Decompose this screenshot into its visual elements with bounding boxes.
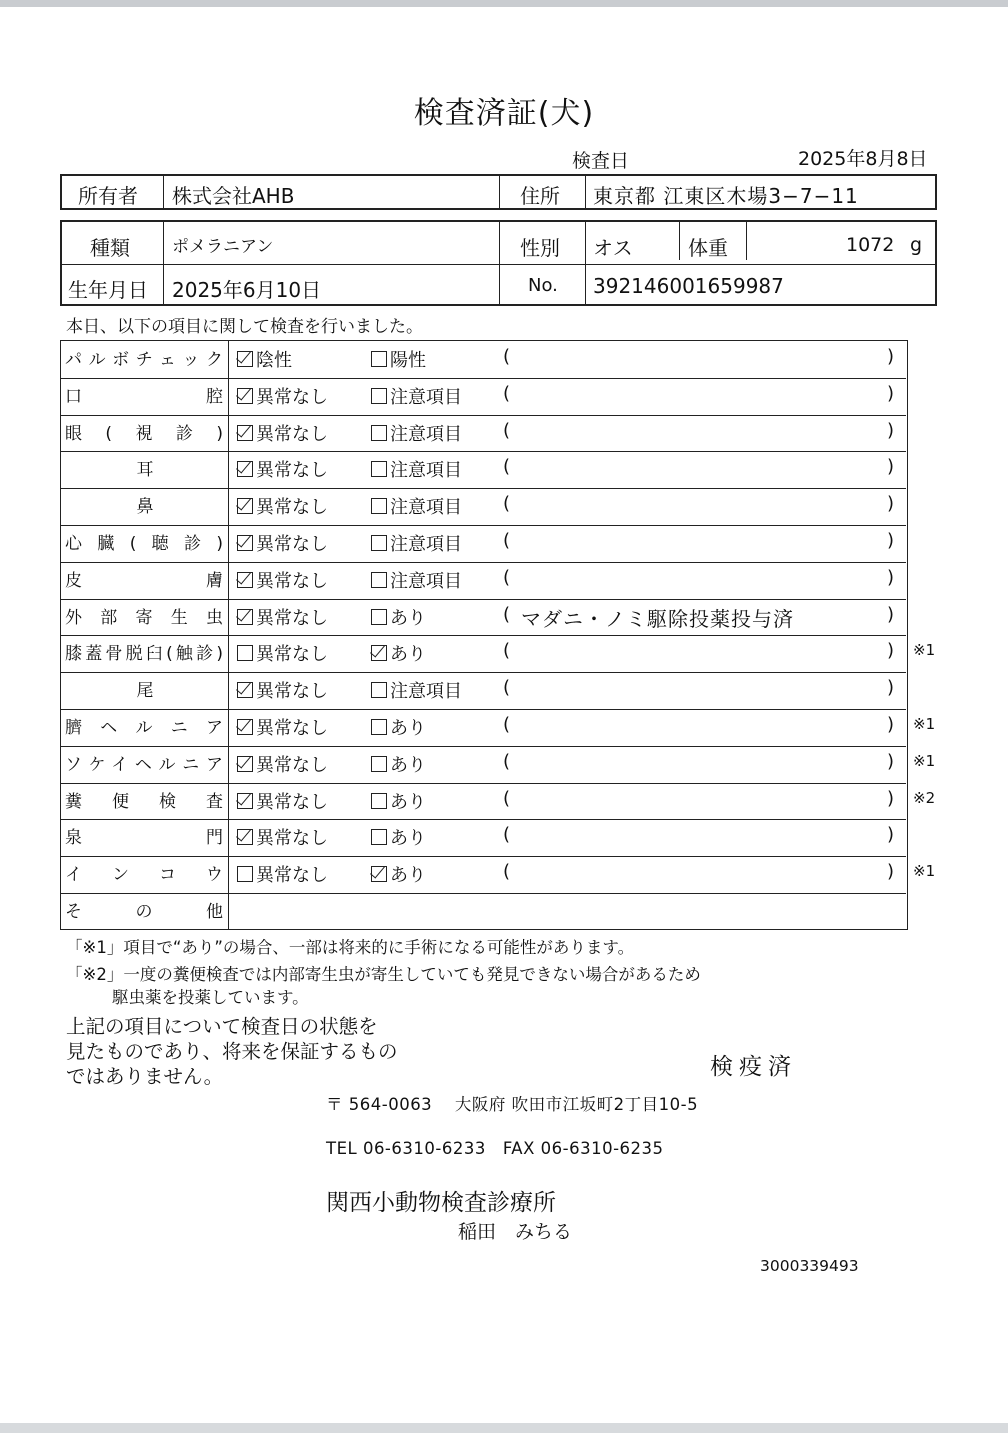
abnormal-checkbox-option[interactable] [371,346,426,372]
option-label: 注意項目 [390,423,462,445]
footnote-2-cont: 駆虫薬を投薬しています。 [112,988,309,1007]
option-label: 異常なし [256,497,328,519]
checked-box-icon[interactable] [371,645,387,661]
empty-box-icon[interactable] [371,351,387,367]
open-paren: ( [503,346,511,367]
normal-checkbox-option[interactable] [237,604,328,630]
inspection-table [60,340,936,930]
inspection-item-name: 耳 [136,460,154,481]
close-paren: ) [887,456,895,478]
option-label: あり [390,718,426,739]
footnote-marker: ※1 [913,641,936,660]
option-label: 異常なし [256,570,328,592]
address-value: 東京都 江東区木場3−7−11 [593,184,859,208]
open-paren: ( [503,566,511,588]
open-paren: ( [503,419,511,441]
intro-text: 本日、以下の項目に関して検査を行いました。 [66,317,423,337]
inspection-item-name: 皮膚 [65,570,225,591]
close-paren: ) [887,382,895,404]
normal-checkbox-option[interactable] [237,530,328,556]
normal-checkbox-option[interactable] [237,751,328,777]
scan-edge-bottom [0,1423,1008,1433]
option-label: あり [390,754,426,776]
checked-box-icon[interactable] [237,829,253,845]
normal-checkbox-option[interactable] [237,420,328,446]
inspection-date-value: 2025年8月8日 [798,148,928,170]
inspection-item-name: 臍ヘルニア [65,718,225,738]
breed-value: ポメラニアン [172,237,274,257]
inspection-row [61,746,936,783]
normal-checkbox-option[interactable] [237,677,328,703]
checked-box-icon[interactable] [237,351,253,367]
normal-checkbox-option[interactable] [237,788,328,814]
no-value: 392146001659987 [593,274,784,298]
owner-name: 株式会社AHB [172,184,295,208]
inspection-row [61,672,906,709]
option-label: あり [390,644,426,666]
checked-box-icon[interactable] [237,719,253,735]
close-paren: ) [887,346,895,367]
abnormal-checkbox-option[interactable] [371,751,426,777]
open-paren: ( [503,787,511,809]
close-paren: ) [887,824,895,846]
inspection-row [61,783,936,820]
option-label: 異常なし [256,607,328,629]
sex-label: 性別 [520,236,560,260]
footnote-2: 「※2」一度の糞便検査では内部寄生虫が寄生していても発見できない場合があるため [66,965,701,984]
inspection-row [61,415,906,452]
option-label: 注意項目 [390,570,462,592]
abnormal-checkbox-option[interactable] [371,824,426,850]
empty-box-icon[interactable] [371,572,387,588]
option-label: 注意項目 [390,497,462,519]
footnote-1: 「※1」項目で“あり”の場合、一部は将来的に手術になる可能性があります。 [66,938,635,957]
open-paren: ( [503,750,511,772]
close-paren: ) [887,787,895,809]
footnote-marker: ※1 [913,715,936,733]
abnormal-checkbox-option[interactable] [371,604,426,630]
option-label: 異常なし [256,791,328,813]
checked-box-icon[interactable] [237,535,253,551]
empty-box-icon[interactable] [237,866,253,882]
option-label: 異常なし [256,754,328,776]
checked-box-icon[interactable] [237,388,253,404]
inspection-row [61,635,936,672]
open-paren: ( [503,714,511,735]
disclaimer-line: 見たものであり、将来を保証するもの [66,1040,398,1063]
close-paren: ) [887,603,895,625]
option-label: 異常なし [256,828,328,850]
weight-unit: g [910,234,923,256]
footnote-marker: ※2 [913,788,936,807]
option-label: 注意項目 [390,386,462,408]
birth-label: 生年月日 [68,278,148,302]
abnormal-checkbox-option[interactable] [371,456,462,482]
abnormal-checkbox-option[interactable] [371,530,462,556]
inspection-item-name: 口腔 [65,386,225,407]
item-note: マダニ・ノミ駆除投薬投与済 [521,606,794,631]
open-paren: ( [503,493,511,515]
checked-box-icon[interactable] [371,866,387,882]
normal-checkbox-option[interactable] [237,456,328,482]
empty-box-icon[interactable] [371,793,387,809]
inspection-item-name: 眼(視診) [65,423,225,444]
abnormal-checkbox-option[interactable] [371,677,462,703]
address-label: 住所 [520,184,560,208]
option-label: あり [390,865,426,887]
close-paren: ) [887,530,895,551]
disclaimer-statement [66,1014,398,1089]
normal-checkbox-option[interactable] [237,861,328,887]
option-label: 異常なし [256,386,328,408]
open-paren: ( [503,603,511,625]
empty-box-icon[interactable] [371,682,387,698]
inspection-row [61,893,906,928]
open-paren: ( [503,456,511,478]
empty-box-icon[interactable] [371,756,387,772]
abnormal-checkbox-option[interactable] [371,420,462,446]
option-label: 注意項目 [390,681,462,703]
quarantine-stamp: 検疫済 [710,1054,797,1080]
normal-checkbox-option[interactable] [237,824,328,850]
option-label: 陰性 [256,350,292,371]
owner-label: 所有者 [78,184,138,208]
abnormal-checkbox-option[interactable] [371,861,426,887]
disclaimer-line: ではありません。 [66,1065,224,1088]
close-paren: ) [887,861,895,883]
inspection-row [61,856,936,893]
document-title: 検査済証(犬) [413,96,595,131]
no-label: No. [528,275,558,296]
abnormal-checkbox-option[interactable] [371,383,462,409]
breed-label: 種類 [90,236,130,260]
normal-checkbox-option[interactable] [237,346,292,372]
inspection-item-name: パルボチェック [65,350,225,370]
checked-box-icon[interactable] [237,425,253,441]
abnormal-checkbox-option[interactable] [371,788,426,814]
owner-box [60,174,937,210]
checked-box-icon[interactable] [237,572,253,588]
animal-box [60,220,937,306]
empty-box-icon[interactable] [371,609,387,625]
checked-box-icon[interactable] [237,461,253,477]
inspection-item-name: 泉門 [65,828,225,849]
option-label: 異常なし [256,718,328,739]
open-paren: ( [503,382,511,404]
inspection-item-name: 心臓(聴診) [65,534,225,554]
normal-checkbox-option[interactable] [237,383,328,409]
scan-edge-top [0,0,1008,7]
option-label: あり [390,607,426,629]
empty-box-icon[interactable] [371,719,387,735]
close-paren: ) [887,493,895,515]
clinic-name: 関西小動物検査診療所 [326,1190,556,1216]
inspection-row [61,819,906,856]
inspection-date-label: 検査日 [572,150,630,172]
normal-checkbox-option[interactable] [237,640,328,666]
serial-number: 3000339493 [760,1257,859,1275]
inspection-row [61,451,906,488]
inspection-row [61,562,906,599]
inspection-item-name: 膝蓋骨脱臼(触診) [65,644,225,665]
empty-box-icon[interactable] [371,461,387,477]
normal-checkbox-option[interactable] [237,493,328,519]
option-label: 異常なし [256,681,328,703]
close-paren: ) [887,750,895,772]
abnormal-checkbox-option[interactable] [371,567,462,593]
close-paren: ) [887,566,895,588]
option-label: 異常なし [256,534,328,555]
clinic-address: 〒 564-0063 大阪府 吹田市江坂町2丁目10-5 [326,1095,699,1114]
normal-checkbox-option[interactable] [237,567,328,593]
disclaimer-line: 上記の項目について検査日の状態を [66,1015,378,1038]
inspection-row [61,378,906,415]
checked-box-icon[interactable] [237,609,253,625]
empty-box-icon[interactable] [371,829,387,845]
inspection-item-name: 糞便検査 [65,791,225,812]
option-label: 陽性 [390,350,426,371]
abnormal-checkbox-option[interactable] [371,493,462,519]
option-label: 異常なし [256,460,328,482]
empty-box-icon[interactable] [237,645,253,661]
option-label: あり [390,791,426,813]
checked-box-icon[interactable] [237,498,253,514]
footnote-marker: ※1 [913,751,936,770]
close-paren: ) [887,677,895,699]
checked-box-icon[interactable] [237,756,253,772]
inspection-item-name: その他 [65,902,225,922]
close-paren: ) [887,419,895,441]
option-label: 注意項目 [390,534,462,555]
inspection-item-name: インコウ [65,865,225,886]
close-paren: ) [887,640,895,662]
inspection-item-name: 鼻 [136,497,154,518]
abnormal-checkbox-option[interactable] [371,714,426,740]
footnote-marker: ※1 [913,862,936,881]
open-paren: ( [503,824,511,846]
option-label: 注意項目 [390,460,462,482]
open-paren: ( [503,861,511,883]
checked-box-icon[interactable] [237,793,253,809]
abnormal-checkbox-option[interactable] [371,640,426,666]
empty-box-icon[interactable] [371,535,387,551]
option-label: 異常なし [256,865,328,887]
inspection-row [61,488,906,525]
empty-box-icon[interactable] [371,388,387,404]
weight-label: 体重 [688,236,728,260]
normal-checkbox-option[interactable] [237,714,328,740]
birth-value: 2025年6月10日 [172,278,322,302]
option-label: 異常なし [256,644,328,666]
checked-box-icon[interactable] [237,682,253,698]
open-paren: ( [503,640,511,662]
option-label: 異常なし [256,423,328,445]
clinic-phone-fax: TEL 06-6310-6233 FAX 06-6310-6235 [326,1139,664,1158]
inspection-row [61,525,906,562]
inspection-row [61,709,936,746]
inspection-row [61,599,906,636]
sex-value: オス [593,236,633,260]
inspection-item-name: 尾 [136,681,154,702]
open-paren: ( [503,677,511,699]
open-paren: ( [503,530,511,551]
inspection-row [61,341,906,378]
close-paren: ) [887,714,895,735]
inspection-item-name: 外部寄生虫 [65,607,225,628]
empty-box-icon[interactable] [371,498,387,514]
veterinarian-name: 稲田 みちる [458,1221,573,1243]
inspection-item-name: ソケイヘルニア [65,754,225,775]
option-label: あり [390,828,426,850]
weight-value: 1072 [846,234,895,256]
empty-box-icon[interactable] [371,425,387,441]
